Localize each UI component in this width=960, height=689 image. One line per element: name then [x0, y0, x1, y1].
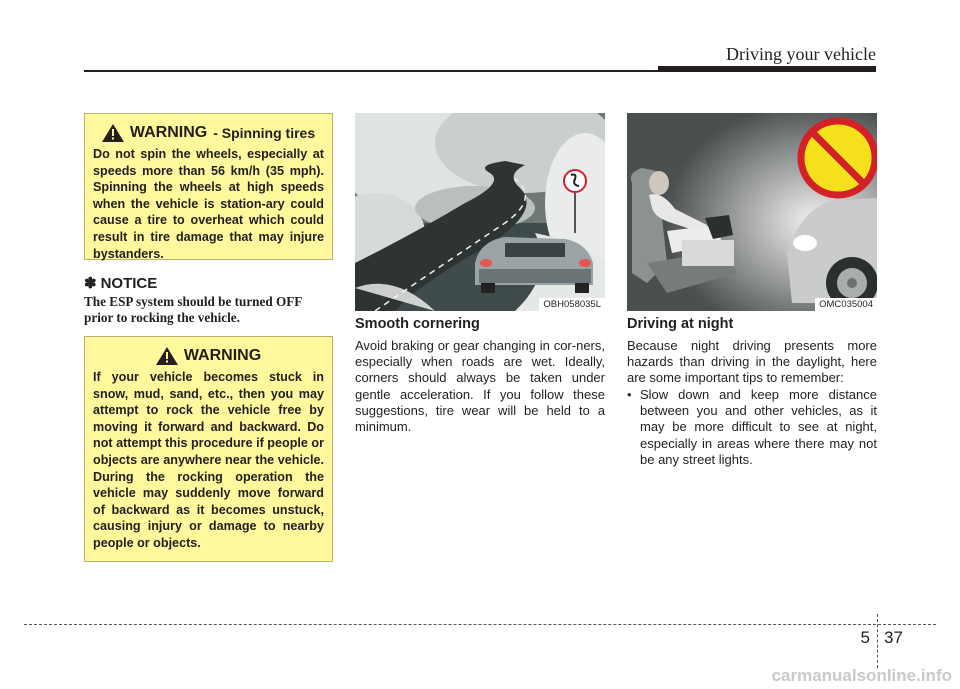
- warning-header: [93, 347, 324, 365]
- notice-heading: [84, 274, 157, 292]
- footer-rule: [24, 624, 936, 625]
- warning-triangle-icon: [156, 347, 178, 365]
- night-driving-illustration: [627, 113, 877, 311]
- warning-title: WARNING: [129, 124, 208, 141]
- notice-title: NOTICE: [100, 274, 158, 292]
- bullet-icon: •: [627, 387, 632, 402]
- header-rule-thick: [658, 66, 876, 72]
- section-title-smooth-cornering: Smooth cornering: [355, 316, 480, 332]
- prohibition-sign-icon: [801, 121, 875, 195]
- running-header: Driving your vehicle: [726, 44, 876, 64]
- watermark: carmanualsonline.info: [771, 666, 952, 685]
- warning-body: If your vehicle becomes stuck in snow, mud, sand, etc., then you may attempt to rock the vehicle free by moving it forward and backward. Do not attempt this procedure if people or objects are anywhere near the vehicle. During the rocking operation the vehicle may suddenly move forward of backward as it becomes unstuck, causing injury or damage to nearby people or objects.: [93, 370, 324, 550]
- notice-body: The ESP system should be turned OFF prior to rocking the vehicle.: [84, 294, 302, 325]
- figure-night-driving: [627, 113, 877, 311]
- warning-body: Do not spin the wheels, especially at speeds more than 56 km/h (35 mph). Spinning the wheels at high speeds when the vehicle is station-ary could cause a tire to overheat which could result in tire damage that may injure bystanders.: [93, 147, 324, 261]
- section-title-driving-at-night: Driving at night: [627, 316, 734, 332]
- section-body-smooth-cornering: Avoid braking or gear changing in cor-ners, especially when roads are wet. Ideally, corners should always be taken under gentle acceleration. If you follow these suggestions, tire wear will be held to a minimum.: [355, 338, 605, 435]
- warning-triangle-icon: [102, 124, 124, 142]
- figure-snowy-road-cornering: [355, 113, 605, 311]
- warning-box-rocking-vehicle: [84, 336, 333, 562]
- warning-header: [93, 124, 324, 142]
- cornering-illustration: [355, 113, 605, 311]
- car-rear: [475, 237, 593, 293]
- warning-subtitle: - Spinning tires: [213, 125, 316, 141]
- page-number: 37: [884, 628, 903, 647]
- footer-divider: [877, 614, 878, 668]
- bullet-item: [627, 387, 877, 468]
- notice-star-icon: ✽: [84, 275, 97, 292]
- warning-title: WARNING: [183, 347, 262, 364]
- warning-box-spinning-tires: [84, 113, 333, 260]
- section-intro-driving-at-night: Because night driving presents more hazards than driving in the daylight, here are some important tips to remember:: [627, 338, 877, 386]
- bullet-text: Slow down and keep more distance between you and other vehicles, as it may be more difficult to see at night, especially in areas where there may not be any street lights.: [640, 387, 877, 467]
- figure-code: OMC035004: [815, 298, 877, 311]
- chapter-number: 5: [860, 628, 870, 647]
- figure-code: OBH058035L: [539, 298, 605, 311]
